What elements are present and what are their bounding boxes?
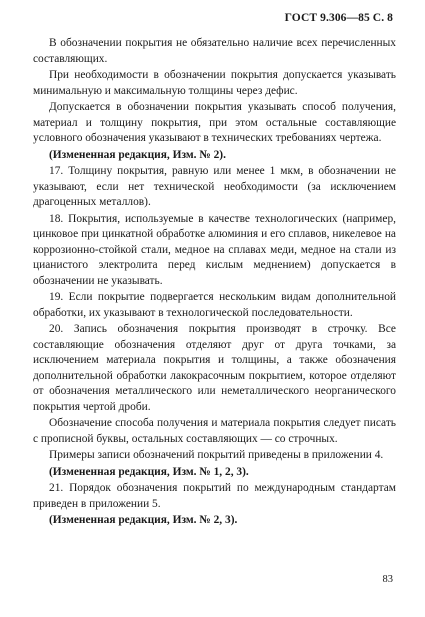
paragraph-optional-components: В обозначении покрытия не обязательно наличие всех перечисленных составляющих. bbox=[33, 37, 396, 65]
clause-19: 19. Если покрытие подвергается нескольким видам дополнительной обработки, их указывают в технологической последовательности. bbox=[33, 291, 396, 319]
paragraph-capitalization: Обозначение способа получения и материала покрытия следует писать с прописной буквы, остальных составляющих — со строчных. bbox=[33, 417, 396, 445]
clause-21: 21. Порядок обозначения покрытий по международным стандартам приведен в приложении 5. bbox=[33, 482, 396, 510]
amendment-note-1: (Измененная редакция, Изм. № 2). bbox=[49, 148, 226, 161]
document-body bbox=[33, 36, 396, 529]
clause-18: 18. Покрытия, используемые в качестве технологических (например, цинковое при цинкатной обработке алюминия и его сплавов, никелевое на коррозионно-стойкой стали, медное на сплавах меди, медное на стали из цианистого электролита перед кислым меднением) допускается в обозначении не указывать. bbox=[33, 212, 396, 287]
paragraph-thickness-range: При необходимости в обозначении покрытия допускается указывать минимальную и максимальную толщины через дефис. bbox=[33, 69, 396, 97]
paragraph-examples: Примеры записи обозначений покрытий приведены в приложении 4. bbox=[49, 449, 384, 461]
clause-17: 17. Толщину покрытия, равную или менее 1 мкм, в обозначении не указывают, если нет технической необходимости (за исключением драгоценных металлов). bbox=[33, 165, 396, 208]
amendment-note-2: (Измененная редакция, Изм. № 1, 2, 3). bbox=[49, 465, 249, 478]
amendment-note-3: (Измененная редакция, Изм. № 2, 3). bbox=[49, 514, 238, 526]
paragraph-drawing-requirements: Допускается в обозначении покрытия указывать способ получения, материал и толщину покрытия, при этом остальные составляющие условного обозначения указывают в технических требованиях чертежа. bbox=[33, 101, 396, 144]
clause-20: 20. Запись обозначения покрытия производят в строчку. Все составляющие обозначения отделяют друг от друга точками, за исключением материала покрытия и толщины, а также обозначения дополнительной обработки лакокрасочным покрытием, которое отделяют от обозначения металлического или неметаллического неорганического покрытия чертой дроби. bbox=[33, 323, 396, 413]
page-number: 83 bbox=[382, 573, 393, 585]
running-header: ГОСТ 9.306—85 С. 8 bbox=[284, 12, 393, 24]
